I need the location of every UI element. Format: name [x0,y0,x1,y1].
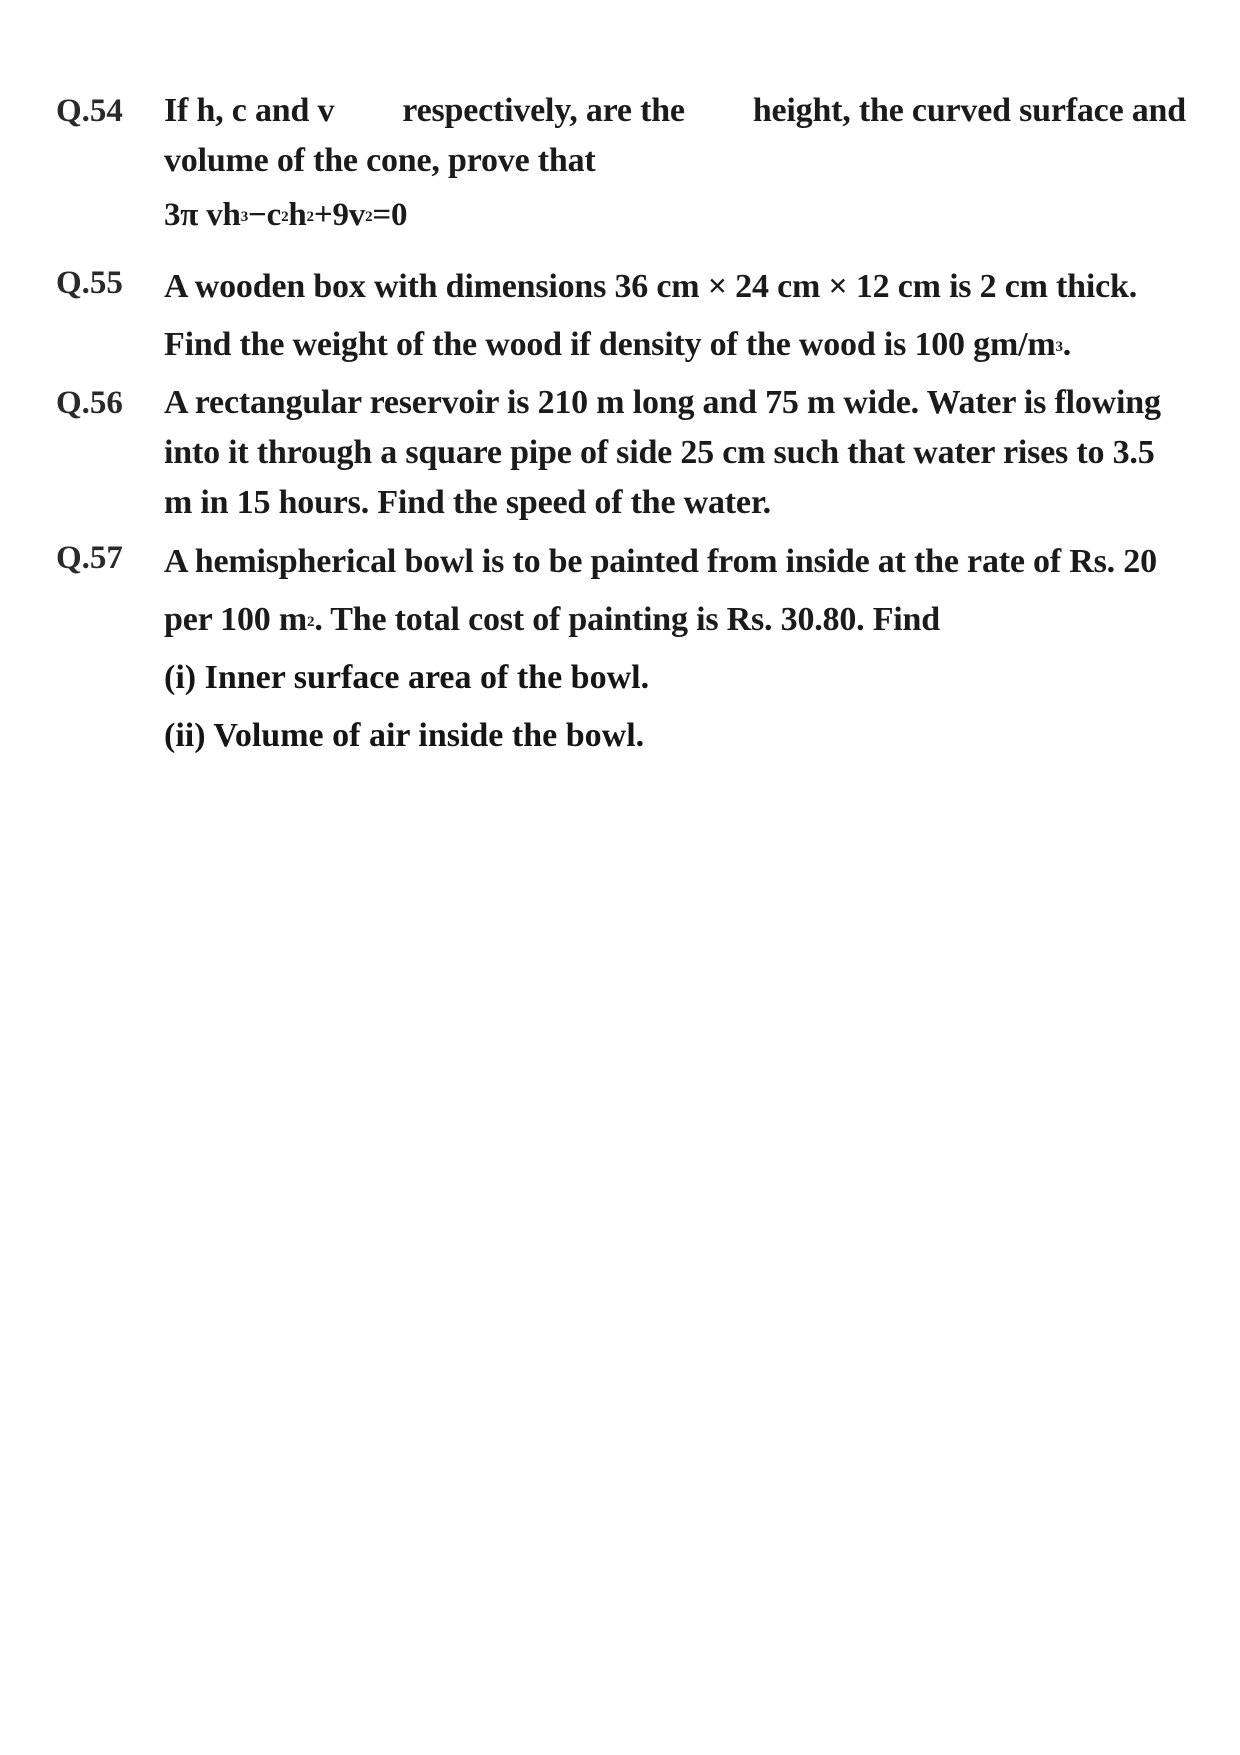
question-text-line-1: A hemispherical bowl is to be painted from inside at the rate of Rs. 20 [164,543,1157,580]
formula-exponent: 2 [281,209,289,225]
formula-exponent: 3 [240,209,248,225]
text-segment: respectively, are the [402,92,685,129]
question-text-line-2 [164,316,1186,374]
question-body [164,533,1186,765]
question-body [164,86,1186,244]
formula-exponent: 2 [365,209,373,225]
question-number: Q.56 [56,385,123,421]
question-text-line-2: volume of the cone, prove that [164,142,596,179]
question-number: Q.57 [56,540,123,576]
unit-exponent: 2 [307,614,315,630]
question-text-line-1: A wooden box with dimensions 36 cm × 24 cm × 12 cm is 2 cm thick. [164,268,1138,305]
question-body [164,378,1186,528]
formula [164,186,1186,244]
question-number: Q.54 [56,93,123,129]
sub-question-i: (i) Inner surface area of the bowl. [164,659,650,696]
question-text-line-3: m in 15 hours. Find the speed of the water. [164,484,771,521]
formula-term: 3π vh [164,197,241,233]
text-segment: . [1062,326,1072,363]
unit-exponent: 3 [1055,339,1063,355]
question-text-line-2: into it through a square pipe of side 25 cm such that water rises to 3.5 [164,434,1155,471]
text-segment: Find the weight of the wood if density of the wood is 100 gm/m [164,326,1056,363]
question-number: Q.55 [56,265,123,301]
text-segment: per 100 m [164,601,307,638]
question-text-line-2 [164,591,1186,649]
formula-term: +9v [313,197,366,233]
formula-term: −c [248,197,282,233]
text-segment: height, the curved surface and [752,92,1186,129]
sub-question-ii: (ii) Volume of air inside the bowl. [164,717,645,754]
question-text-line-1: A rectangular reservoir is 210 m long and 75 m wide. Water is flowing [164,384,1161,421]
text-segment: If h, c and v [164,92,335,129]
text-segment: . The total cost of painting is Rs. 30.80. Find [314,601,940,638]
formula-term: h [288,197,307,233]
question-text-line-1 [164,86,1186,136]
formula-exponent: 2 [306,209,314,225]
question-body [164,258,1186,374]
formula-term: =0 [372,197,408,233]
